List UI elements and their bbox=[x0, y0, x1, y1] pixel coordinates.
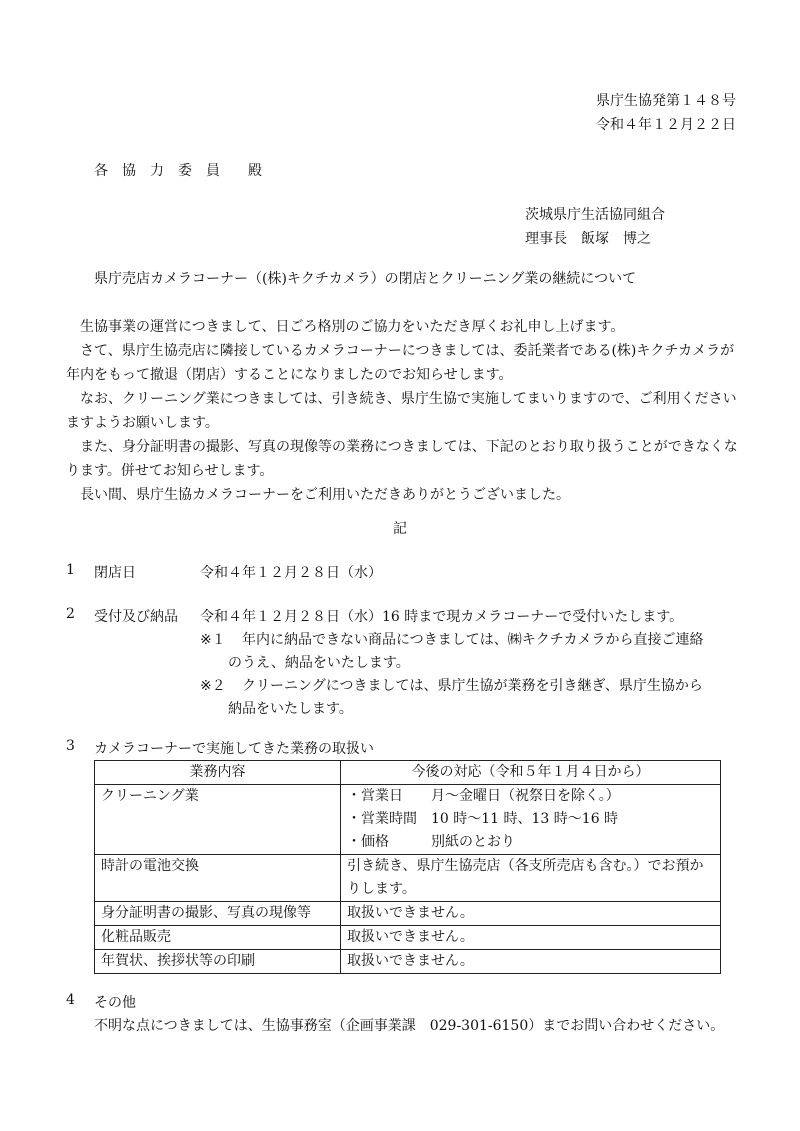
item1-number: 1 bbox=[66, 562, 75, 578]
item4-number: 4 bbox=[66, 992, 75, 1008]
item3-label: カメラコーナーで実施してきた業務の取扱い bbox=[94, 741, 374, 757]
table-row bbox=[95, 855, 721, 902]
response-cell bbox=[341, 785, 721, 855]
body-paragraph: なお、クリーニング業につきましては、引き続き、県庁生協で実施してまいりますので、ご利用くださいますようお願いします。 bbox=[66, 391, 737, 431]
response-line: 引き続き、県庁生協売店（各支所売店も含む。）でお預か bbox=[347, 858, 704, 874]
table-row bbox=[95, 785, 721, 855]
body-text bbox=[66, 315, 742, 507]
task-cell: 年賀状、挨拶状等の印刷 bbox=[95, 950, 341, 974]
item2-note2-line1: クリーニングにつきましては、県庁生協が業務を引き継ぎ、県庁生協から bbox=[242, 678, 703, 694]
task-cell: 時計の電池交換 bbox=[95, 855, 341, 902]
item2-note1-line2: のうえ、納品をいたします。 bbox=[228, 655, 410, 671]
task-cell: クリーニング業 bbox=[95, 785, 341, 855]
ki-heading: 記 bbox=[393, 521, 407, 537]
sender-org: 茨城県庁生活協同組合 bbox=[525, 207, 665, 223]
item2-label: 受付及び納品 bbox=[94, 609, 178, 625]
response-line: ・営業時間 10 時～11 時、13 時～16 時 bbox=[347, 811, 619, 827]
item1-value: 令和４年１２月２８日（水） bbox=[200, 565, 382, 581]
item1-label: 閉店日 bbox=[94, 565, 136, 581]
table-header-response: 今後の対応（令和５年１月４日から） bbox=[341, 761, 721, 785]
task-cell: 化粧品販売 bbox=[95, 926, 341, 950]
response-cell bbox=[341, 926, 721, 950]
doc-date: 令和４年１２月２２日 bbox=[596, 117, 736, 133]
response-cell bbox=[341, 855, 721, 902]
response-cell bbox=[341, 950, 721, 974]
item2-value: 令和４年１２月２８日（水）16 時まで現カメラコーナーで受付いたします。 bbox=[200, 609, 684, 625]
item2-note2-mark: ※２ bbox=[200, 678, 226, 694]
response-line: 取扱いできません。 bbox=[347, 953, 474, 969]
table-row bbox=[95, 902, 721, 926]
addressee: 各 協 力 委 員 殿 bbox=[94, 163, 262, 179]
task-cell: 身分証明書の撮影、写真の現像等 bbox=[95, 902, 341, 926]
table-row bbox=[95, 926, 721, 950]
response-line: 取扱いできません。 bbox=[347, 905, 474, 921]
table-header-task: 業務内容 bbox=[95, 761, 341, 785]
table-row bbox=[95, 950, 721, 974]
response-line: ・価格 別紙のとおり bbox=[347, 834, 515, 850]
response-line: ・営業日 月～金曜日（祝祭日を除く。） bbox=[347, 788, 620, 804]
response-line: 取扱いできません。 bbox=[347, 929, 474, 945]
item2-number: 2 bbox=[66, 606, 75, 622]
item2-note1-line1: 年内に納品できない商品につきましては、㈱キクチカメラから直接ご連絡 bbox=[242, 632, 704, 648]
item3-number: 3 bbox=[66, 738, 75, 754]
response-cell bbox=[341, 902, 721, 926]
table-header-row bbox=[95, 761, 721, 785]
document-title: 県庁売店カメラコーナー（(株)キクチカメラ）の閉店とクリーニング業の継続について bbox=[94, 271, 637, 287]
doc-number: 県庁生協発第１４８号 bbox=[596, 93, 736, 109]
body-paragraph: さて、県庁生協売店に隣接しているカメラコーナーにつきましては、委託業者である(株)キクチカメラが年内をもって撤退（閉店）することになりましたのでお知らせします。 bbox=[66, 343, 735, 383]
response-line: りします。 bbox=[347, 881, 416, 897]
business-table bbox=[94, 760, 721, 974]
item4-label: その他 bbox=[94, 995, 136, 1011]
body-paragraph: また、身分証明書の撮影、写真の現像等の業務につきましては、下記のとおり取り扱うことができなくなります。併せてお知らせします。 bbox=[66, 439, 738, 479]
sender-person: 理事長 飯塚 博之 bbox=[525, 231, 651, 247]
body-paragraph: 長い間、県庁生協カメラコーナーをご利用いただきありがとうございました。 bbox=[80, 487, 570, 503]
item2-note1-mark: ※１ bbox=[200, 632, 226, 648]
item4-text: 不明な点につきましては、生協事務室（企画事業課 029-301-6150）までお問い合わせください。 bbox=[94, 1018, 725, 1034]
item2-note2-line2: 納品をいたします。 bbox=[228, 701, 353, 717]
body-paragraph: 生協事業の運営につきまして、日ごろ格別のご協力をいただき厚くお礼申し上げます。 bbox=[80, 319, 625, 335]
